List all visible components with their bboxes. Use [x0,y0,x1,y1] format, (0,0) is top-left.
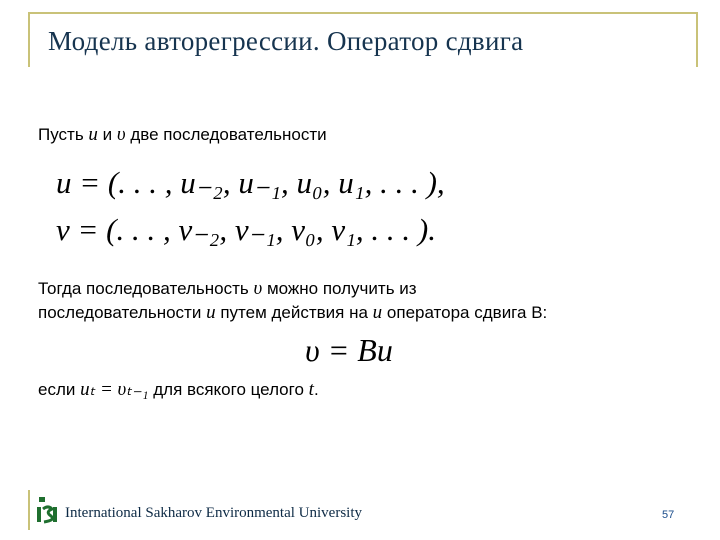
footer-left-line [28,490,30,530]
condition-t: t [308,379,314,400]
frame-top-line [28,12,698,14]
condition-equation: uₜ = υₜ₋₁ [80,379,149,400]
then-line2-mid: путем действия на [220,303,368,322]
frame-right-line [696,12,698,67]
then-line1-prefix: Тогда последовательность [38,279,249,298]
condition-prefix: если [38,380,76,399]
intro-v: υ [116,124,126,145]
operator-formula: υ = Bu [305,332,393,368]
frame-left-line [28,12,30,67]
page-number: 57 [662,509,675,521]
then-line1-suffix: можно получить из [266,279,417,298]
intro-and: и [102,125,113,144]
then-line2-u2: u [372,302,383,323]
then-line2-u1: u [206,302,216,323]
condition-line [38,378,319,401]
slide-title: Модель авторегрессии. Оператор сдвига [48,26,524,56]
formula-u: u = (. . . , u₋₂, u₋₁, u₀, u₁, . . . ), [56,165,445,200]
intro-line [38,124,327,146]
then-line2-prefix: последовательности [38,303,202,322]
intro-u: u [88,124,98,145]
intro-suffix: две последовательности [130,125,327,144]
condition-suffix: для всякого целого [153,380,304,399]
university-logo-icon [35,494,59,524]
then-line1-v: υ [253,278,263,299]
condition-dot: . [313,380,319,399]
then-line-1 [38,278,417,300]
then-line2-suffix: оператора сдвига B: [386,303,548,322]
intro-prefix: Пусть [38,125,84,144]
university-name: International Sakharov Environmental University [65,505,363,521]
then-line-2 [38,302,547,324]
formula-v: v = (. . . , v₋₂, v₋₁, v₀, v₁, . . . ). [56,212,436,247]
